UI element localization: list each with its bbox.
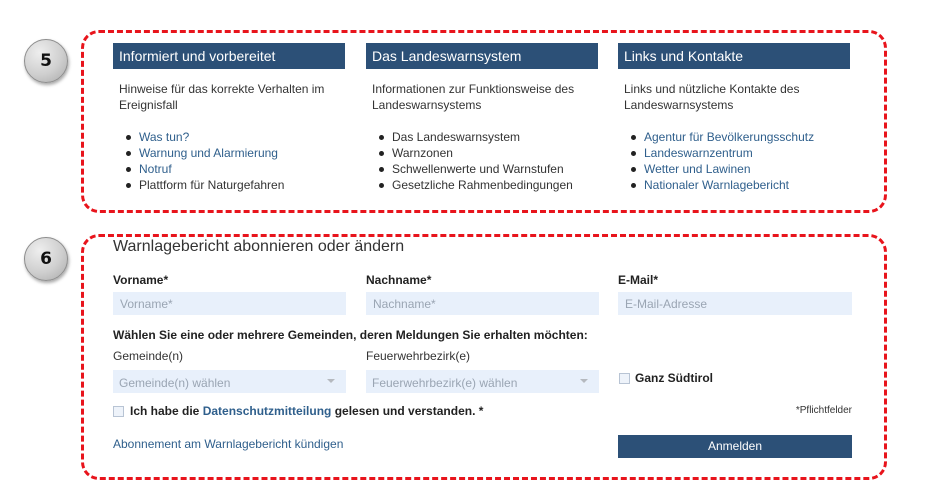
list-item[interactable] (624, 177, 850, 193)
list-link[interactable]: Was tun? (139, 130, 190, 144)
list-item[interactable] (624, 129, 850, 145)
email-input[interactable] (618, 292, 852, 315)
chevron-down-icon (580, 379, 588, 383)
submit-button[interactable]: Anmelden (618, 435, 852, 458)
column-link-list (113, 129, 345, 193)
privacy-consent-label[interactable] (130, 404, 483, 418)
privacy-notice-link[interactable]: Datenschutzmitteilung (202, 404, 332, 418)
list-item (372, 161, 598, 177)
list-link[interactable]: Nationaler Warnlagebericht (644, 178, 789, 192)
list-text: Schwellenwerte und Warnstufen (392, 162, 564, 176)
list-text: Gesetzliche Rahmenbedingungen (392, 178, 573, 192)
lastname-input[interactable] (366, 292, 599, 315)
list-text: Warnzonen (392, 146, 453, 160)
whole-region-checkbox[interactable] (619, 373, 630, 384)
firstname-label: Vorname* (113, 273, 169, 287)
list-item (372, 177, 598, 193)
column-heading: Das Landeswarnsystem (366, 43, 598, 69)
list-text: Plattform für Naturgefahren (139, 178, 285, 192)
list-link[interactable]: Notruf (139, 162, 172, 176)
whole-region-label[interactable]: Ganz Südtirol (635, 371, 713, 385)
info-column-prepared (113, 43, 345, 193)
section-number-badge-5: 5 (24, 39, 68, 83)
consent-text-suffix: gelesen und verstanden. * (331, 404, 484, 418)
district-label: Feuerwehrbezirk(e) (366, 349, 471, 363)
column-heading: Informiert und vorbereitet (113, 43, 345, 69)
consent-text-prefix: Ich habe die (130, 404, 203, 418)
column-description: Links und nützliche Kontakte des Landeswarnsystems (624, 82, 800, 112)
email-label: E-Mail* (618, 273, 659, 287)
list-item[interactable] (624, 145, 850, 161)
privacy-consent-checkbox[interactable] (113, 406, 124, 417)
column-description: Informationen zur Funktionsweise des Landeswarnsystems (372, 82, 575, 112)
section-number-badge-6: 6 (24, 237, 68, 281)
list-item (119, 177, 345, 193)
list-link[interactable]: Wetter und Lawinen (644, 162, 751, 176)
chevron-down-icon (327, 379, 335, 383)
list-item (372, 129, 598, 145)
list-link[interactable]: Warnung und Alarmierung (139, 146, 278, 160)
municipality-select[interactable] (113, 370, 346, 393)
list-link[interactable]: Agentur für Bevölkerungsschutz (644, 130, 815, 144)
list-item (372, 145, 598, 161)
list-text: Das Landeswarnsystem (392, 130, 521, 144)
municipality-label: Gemeinde(n) (113, 349, 184, 363)
info-column-links-contacts (618, 43, 850, 193)
unsubscribe-link[interactable]: Abonnement am Warnlagebericht kündigen (113, 437, 344, 451)
list-item[interactable] (119, 161, 345, 177)
column-description: Hinweise für das korrekte Verhalten im Ereignisfall (119, 82, 325, 112)
column-link-list (366, 129, 598, 193)
municipality-prompt: Wählen Sie eine oder mehrere Gemeinden, deren Meldungen Sie erhalten möchten: (113, 328, 588, 342)
list-item[interactable] (624, 161, 850, 177)
column-heading: Links und Kontakte (618, 43, 850, 69)
form-title: Warnlagebericht abonnieren oder ändern (113, 238, 405, 255)
district-select[interactable] (366, 370, 599, 393)
list-item[interactable] (119, 145, 345, 161)
lastname-label: Nachname* (366, 273, 432, 287)
list-item[interactable] (119, 129, 345, 145)
firstname-input[interactable] (113, 292, 346, 315)
required-fields-note: *Pflichtfelder (795, 405, 852, 416)
list-link[interactable]: Landeswarnzentrum (644, 146, 753, 160)
municipality-select-value: Gemeinde(n) wählen (119, 376, 231, 390)
district-select-value: Feuerwehrbezirk(e) wählen (372, 376, 518, 390)
info-column-warning-system (366, 43, 598, 193)
column-link-list (618, 129, 850, 193)
